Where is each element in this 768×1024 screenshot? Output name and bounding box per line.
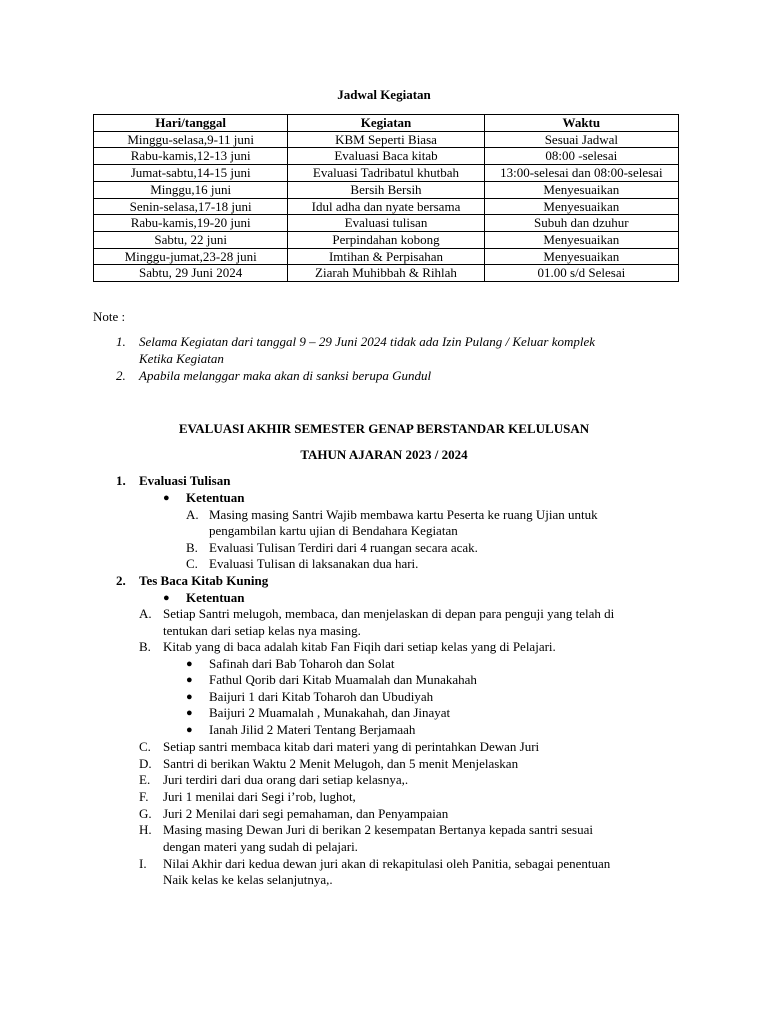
cell-date: Rabu-kamis,19-20 juni [94, 215, 288, 232]
header-waktu: Waktu [484, 115, 678, 132]
note-item-number: 1. [116, 334, 126, 349]
cell-date: Sabtu, 22 juni [94, 231, 288, 248]
cell-time: Menyesuaikan [484, 198, 678, 215]
cell-time: Subuh dan dzuhur [484, 215, 678, 232]
subsection-title: Ketentuan [186, 590, 245, 605]
list-item-text: Evaluasi Tulisan di laksanakan dua hari. [209, 556, 419, 571]
list-item-text: dengan materi yang sudah di pelajari. [163, 839, 358, 854]
cell-activity: Perpindahan kobong [288, 231, 484, 248]
cell-activity: Ziarah Muhibbah & Rihlah [288, 265, 484, 282]
list-item-text: Setiap santri membaca kitab dari materi yang di perintahkan Dewan Juri [163, 739, 540, 754]
evaluation-year: TAHUN AJARAN 2023 / 2024 [300, 447, 468, 462]
table-row [94, 265, 679, 282]
list-letter: C. [139, 739, 151, 754]
list-item-text: Masing masing Dewan Juri di berikan 2 kesempatan Bertanya kepada santri sesuai [163, 822, 593, 837]
list-item-text: Naik kelas ke kelas selanjutnya,. [163, 872, 333, 887]
header-kegiatan: Kegiatan [288, 115, 484, 132]
cell-time: Sesuai Jadwal [484, 131, 678, 148]
book-item: Ianah Jilid 2 Materi Tentang Berjamaah [209, 722, 416, 737]
schedule-title: Jadwal Kegiatan [337, 87, 431, 102]
table-header-row [94, 115, 679, 132]
book-item: Safinah dari Bab Toharoh dan Solat [209, 656, 395, 671]
list-letter: B. [186, 540, 198, 555]
bullet-icon: ● [186, 691, 193, 703]
cell-activity: KBM Seperti Biasa [288, 131, 484, 148]
cell-date: Minggu-selasa,9-11 juni [94, 131, 288, 148]
cell-time: 08:00 -selesai [484, 148, 678, 165]
cell-activity: Idul adha dan nyate bersama [288, 198, 484, 215]
list-letter: A. [186, 507, 199, 522]
table-row [94, 165, 679, 182]
bullet-icon: ● [186, 674, 193, 686]
cell-date: Jumat-sabtu,14-15 juni [94, 165, 288, 182]
list-letter: H. [139, 822, 152, 837]
note-item-number: 2. [116, 368, 126, 383]
list-letter: F. [139, 789, 149, 804]
cell-date: Minggu,16 juni [94, 181, 288, 198]
cell-date: Senin-selasa,17-18 juni [94, 198, 288, 215]
bullet-icon: ● [186, 724, 193, 736]
note-item-text: Ketika Kegiatan [139, 351, 224, 366]
cell-time: 13:00-selesai dan 08:00-selesai [484, 165, 678, 182]
note-item-text: Selama Kegiatan dari tanggal 9 – 29 Juni 2024 tidak ada Izin Pulang / Keluar komplek [139, 334, 596, 349]
bullet-icon: ● [186, 658, 193, 670]
list-item-text: Nilai Akhir dari kedua dewan juri akan di rekapitulasi oleh Panitia, sebagai penentuan [163, 856, 611, 871]
cell-date: Rabu-kamis,12-13 juni [94, 148, 288, 165]
list-item-text: Juri 2 Menilai dari segi pemahaman, dan Penyampaian [163, 806, 449, 821]
cell-activity: Evaluasi Tadribatul khutbah [288, 165, 484, 182]
cell-date: Minggu-jumat,23-28 juni [94, 248, 288, 265]
bullet-icon: ● [186, 707, 193, 719]
cell-activity: Evaluasi tulisan [288, 215, 484, 232]
evaluation-title: EVALUASI AKHIR SEMESTER GENAP BERSTANDAR KELULUSAN [178, 421, 590, 436]
cell-activity: Bersih Bersih [288, 181, 484, 198]
list-item-text: Kitab yang di baca adalah kitab Fan Fiqih dari setiap kelas yang di Pelajari. [163, 639, 556, 654]
bullet-icon: ● [163, 592, 170, 604]
list-item-text: Evaluasi Tulisan Terdiri dari 4 ruangan secara acak. [209, 540, 478, 555]
cell-activity: Evaluasi Baca kitab [288, 148, 484, 165]
list-letter: D. [139, 756, 152, 771]
book-item: Baijuri 2 Muamalah , Munakahah, dan Jinayat [209, 705, 451, 720]
list-letter: B. [139, 639, 151, 654]
section-title: Evaluasi Tulisan [139, 473, 231, 488]
cell-time: 01.00 s/d Selesai [484, 265, 678, 282]
cell-date: Sabtu, 29 Juni 2024 [94, 265, 288, 282]
list-item-text: pengambilan kartu ujian di Bendahara Kegiatan [209, 523, 458, 538]
list-letter: G. [139, 806, 152, 821]
book-item: Baijuri 1 dari Kitab Toharoh dan Ubudiyah [209, 689, 434, 704]
section-number: 2. [116, 573, 126, 588]
cell-time: Menyesuaikan [484, 231, 678, 248]
table-row [94, 231, 679, 248]
table-row [94, 181, 679, 198]
list-letter: I. [139, 856, 147, 871]
list-item-text: Juri terdiri dari dua orang dari setiap kelasnya,. [163, 772, 409, 787]
book-item: Fathul Qorib dari Kitab Muamalah dan Munakahah [209, 672, 477, 687]
header-hari-tanggal: Hari/tanggal [94, 115, 288, 132]
table-row [94, 248, 679, 265]
table-row [94, 131, 679, 148]
table-row [94, 148, 679, 165]
cell-time: Menyesuaikan [484, 248, 678, 265]
bullet-icon: ● [163, 492, 170, 504]
list-item-text: Juri 1 menilai dari Segi i’rob, lughot, [163, 789, 356, 804]
cell-time: Menyesuaikan [484, 181, 678, 198]
list-item-text: Santri di berikan Waktu 2 Menit Melugoh, dan 5 menit Menjelaskan [163, 756, 519, 771]
list-letter: C. [186, 556, 198, 571]
section-title: Tes Baca Kitab Kuning [139, 573, 269, 588]
list-letter: E. [139, 772, 151, 787]
note-item-text: Apabila melanggar maka akan di sanksi berupa Gundul [139, 368, 432, 383]
table-row [94, 198, 679, 215]
subsection-title: Ketentuan [186, 490, 245, 505]
list-item-text: Masing masing Santri Wajib membawa kartu Peserta ke ruang Ujian untuk [209, 507, 598, 522]
note-label: Note : [93, 309, 126, 324]
table-row [94, 215, 679, 232]
list-item-text: Setiap Santri melugoh, membaca, dan menjelaskan di depan para penguji yang telah di [163, 606, 615, 621]
schedule-table [93, 114, 679, 282]
list-letter: A. [139, 606, 152, 621]
list-item-text: tentukan dari setiap kelas nya masing. [163, 623, 361, 638]
section-number: 1. [116, 473, 126, 488]
cell-activity: Imtihan & Perpisahan [288, 248, 484, 265]
